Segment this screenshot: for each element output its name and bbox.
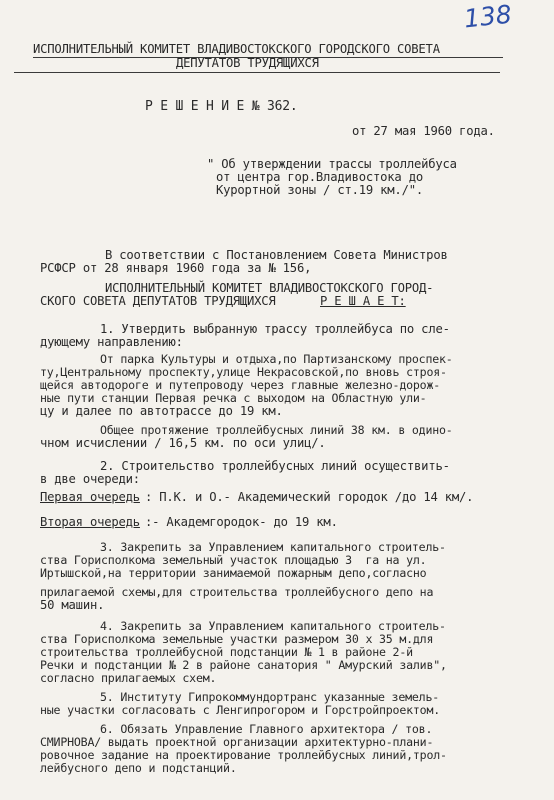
p1-line-2: дующему направлению: bbox=[40, 335, 183, 349]
p1-line-8: Общее протяжение троллейбусных линий 38 км. в одино- bbox=[100, 423, 453, 437]
p1-line-3: От парка Культуры и отдыха,по Партизанскому проспек- bbox=[100, 352, 453, 366]
p2-line-1: 2. Строительство троллейбусных линий осуществить- bbox=[100, 459, 450, 473]
preamble-line-1: В соответствии с Постановлением Совета Министров bbox=[105, 248, 448, 262]
p1-line-7: цу и далее по автотрассе до 19 км. bbox=[40, 404, 283, 418]
first-stage-label: Первая очередь bbox=[40, 490, 140, 504]
p2-line-2: в две очереди: bbox=[40, 472, 140, 486]
header-rule-2 bbox=[14, 72, 500, 73]
decision-title: Р Е Ш Е Н И Е № 362. bbox=[145, 99, 298, 114]
p6-line-4: лейбусного депо и подстанций. bbox=[40, 761, 237, 775]
header-line-2: ДЕПУТАТОВ ТРУДЯЩИХСЯ bbox=[176, 56, 319, 70]
p4-line-3: строительства троллейбусной подстанции № 1 в районе 2-й bbox=[40, 645, 413, 659]
p3-line-2: ства Горисполкома земельный участок площадью 3 га на ул. bbox=[40, 553, 427, 567]
p5-line-1: 5. Институту Гипрокоммундортранс указанные земель- bbox=[100, 690, 440, 704]
p6-line-1: 6. Обязать Управление Главного архитектора / тов. bbox=[100, 722, 433, 736]
subject-line-1: " Об утверждении трассы троллейбуса bbox=[207, 157, 457, 171]
decision-date: от 27 мая 1960 года. bbox=[352, 124, 495, 138]
p4-line-2: ства Горисполкома земельные участки размером 30 х 35 м.для bbox=[40, 632, 434, 646]
second-stage-label: Вторая очередь bbox=[40, 515, 140, 529]
preamble-line-2: РСФСР от 28 января 1960 года за № 156, bbox=[40, 261, 312, 275]
p3-line-3: Иртышской,на территории занимаемой пожарным депо,согласно bbox=[40, 566, 427, 580]
subject-line-3: Курортной зоны / ст.19 км./". bbox=[216, 183, 423, 197]
p4-line-1: 4. Закрепить за Управлением капитального строитель- bbox=[100, 619, 446, 633]
subject-line-2: от центра гор.Владивостока до bbox=[216, 170, 423, 184]
p3-line-1: 3. Закрепить за Управлением капитального строитель- bbox=[100, 540, 446, 554]
handwritten-page-number: 138 bbox=[462, 0, 514, 34]
header-line-1: ИСПОЛНИТЕЛЬНЫЙ КОМИТЕТ ВЛАДИВОСТОКСКОГО ГОРОДСКОГО СОВЕТА bbox=[33, 42, 440, 56]
first-stage-text: : П.К. и О.- Академический городок /до 14 км/. bbox=[145, 490, 474, 504]
resolves-word: Р Е Ш А Е Т: bbox=[320, 294, 406, 308]
p1-line-9: чном исчислении / 16,5 км. по оси улиц/. bbox=[40, 436, 326, 450]
committee-line-2: СКОГО СОВЕТА ДЕПУТАТОВ ТРУДЯЩИХСЯ bbox=[40, 294, 276, 308]
p3-line-5: 50 машин. bbox=[40, 598, 105, 612]
p4-line-5: согласно прилагаемых схем. bbox=[40, 671, 217, 685]
p1-line-4: ту,Центральному проспекту,улице Некрасовской,по вновь строя- bbox=[40, 365, 447, 379]
p3-line-4: прилагаемой схемы,для строительства троллейбусного депо на bbox=[40, 585, 434, 599]
p6-line-3: ровочное задание на проектирование троллейбусных линий,трол- bbox=[40, 748, 447, 762]
p1-line-5: щейся автодороге и путепроводу через главные железно-дорож- bbox=[40, 378, 441, 392]
second-stage-text: :- Академгородок- до 19 км. bbox=[145, 515, 338, 529]
p4-line-4: Речки и подстанции № 2 в районе санатория " Амурский залив", bbox=[40, 658, 447, 672]
committee-line-1: ИСПОЛНИТЕЛЬНЫЙ КОМИТЕТ ВЛАДИВОСТОКСКОГО ГОРОД- bbox=[105, 281, 434, 295]
p1-line-6: ные пути станции Первая речка с выходом на Областную ули- bbox=[40, 391, 427, 405]
p6-line-2: СМИРНОВА/ выдать проектной организации архитектурно-плани- bbox=[40, 735, 434, 749]
p5-line-2: ные участки согласовать с Ленгипрогором и Горстройпроектом. bbox=[40, 703, 441, 717]
p1-line-1: 1. Утвердить выбранную трассу троллейбуса по сле- bbox=[100, 322, 450, 336]
